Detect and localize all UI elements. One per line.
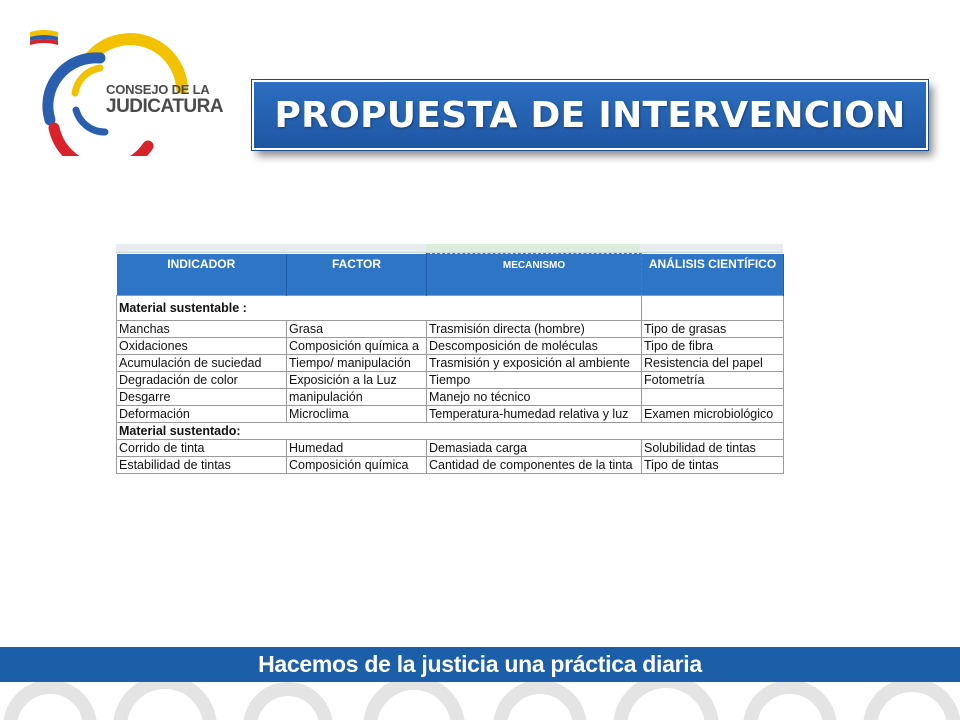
table-cell: manipulación: [287, 389, 427, 406]
table-cell: Solubilidad de tintas: [642, 440, 784, 457]
table-cell: Temperatura-humedad relativa y luz: [427, 406, 642, 423]
table-cell: Tiempo: [427, 372, 642, 389]
section-label: Material sustentado:: [117, 423, 784, 440]
table-row: [117, 389, 784, 406]
table-cell: Demasiada carga: [427, 440, 642, 457]
table-row: [117, 372, 784, 389]
table-cell: Grasa: [287, 321, 427, 338]
table-cell: Composición química: [287, 457, 427, 474]
table-cell: Oxidaciones: [117, 338, 287, 355]
table-cell: Tiempo/ manipulación: [287, 355, 427, 372]
table-cell: [642, 389, 784, 406]
table-row: [117, 440, 784, 457]
table-row: [117, 457, 784, 474]
table-cell: Manchas: [117, 321, 287, 338]
table-cell: Estabilidad de tintas: [117, 457, 287, 474]
table-cell: Composición química a: [287, 338, 427, 355]
table-cell: Manejo no técnico: [427, 389, 642, 406]
table-top-strip: [116, 244, 783, 253]
ecuador-flag-icon: [30, 28, 58, 46]
section-row: [117, 296, 784, 321]
table-row: [117, 321, 784, 338]
footer-decoration: [0, 682, 960, 720]
table-cell: Tipo de fibra: [642, 338, 784, 355]
table-cell: Desgarre: [117, 389, 287, 406]
section-row: [117, 423, 784, 440]
header-mecanismo: MECANISMO: [427, 254, 642, 296]
table-cell: Trasmisión directa (hombre): [427, 321, 642, 338]
logo-text-line1: CONSEJO DE LA: [106, 82, 210, 97]
table-cell: Exposición a la Luz: [287, 372, 427, 389]
table-cell: Corrido de tinta: [117, 440, 287, 457]
table-cell: Acumulación de suciedad: [117, 355, 287, 372]
table-cell: Degradación de color: [117, 372, 287, 389]
table-cell: Trasmisión y exposición al ambiente: [427, 355, 642, 372]
decorative-arcs-icon: [0, 682, 960, 720]
table-header-row: [117, 254, 784, 296]
table-cell: Tipo de tintas: [642, 457, 784, 474]
table-cell: Cantidad de componentes de la tinta: [427, 457, 642, 474]
intervention-table: [116, 244, 783, 474]
section-label: Material sustentable :: [117, 296, 642, 321]
table-cell: Microclima: [287, 406, 427, 423]
table-row: [117, 406, 784, 423]
table-cell: Fotometría: [642, 372, 784, 389]
footer-bar: [0, 647, 960, 682]
table-cell: [642, 296, 784, 321]
logo-text-line2: JUDICATURA: [106, 96, 224, 117]
title-banner: [252, 80, 928, 150]
table-row: [117, 338, 784, 355]
header-factor: FACTOR: [287, 254, 427, 296]
footer-slogan: Hacemos de la justicia una práctica diaria: [258, 651, 702, 677]
table-cell: Tipo de grasas: [642, 321, 784, 338]
header-analisis: ANÁLISIS CIENTÍFICO: [642, 254, 784, 296]
header-indicador: INDICADOR: [117, 254, 287, 296]
logo-consejo-judicatura: [30, 28, 245, 156]
table-cell: Deformación: [117, 406, 287, 423]
page-title: PROPUESTA DE INTERVENCION: [274, 94, 906, 136]
table-cell: Descomposición de moléculas: [427, 338, 642, 355]
table-cell: Examen microbiológico: [642, 406, 784, 423]
table-cell: Humedad: [287, 440, 427, 457]
table-cell: Resistencia del papel: [642, 355, 784, 372]
table-row: [117, 355, 784, 372]
